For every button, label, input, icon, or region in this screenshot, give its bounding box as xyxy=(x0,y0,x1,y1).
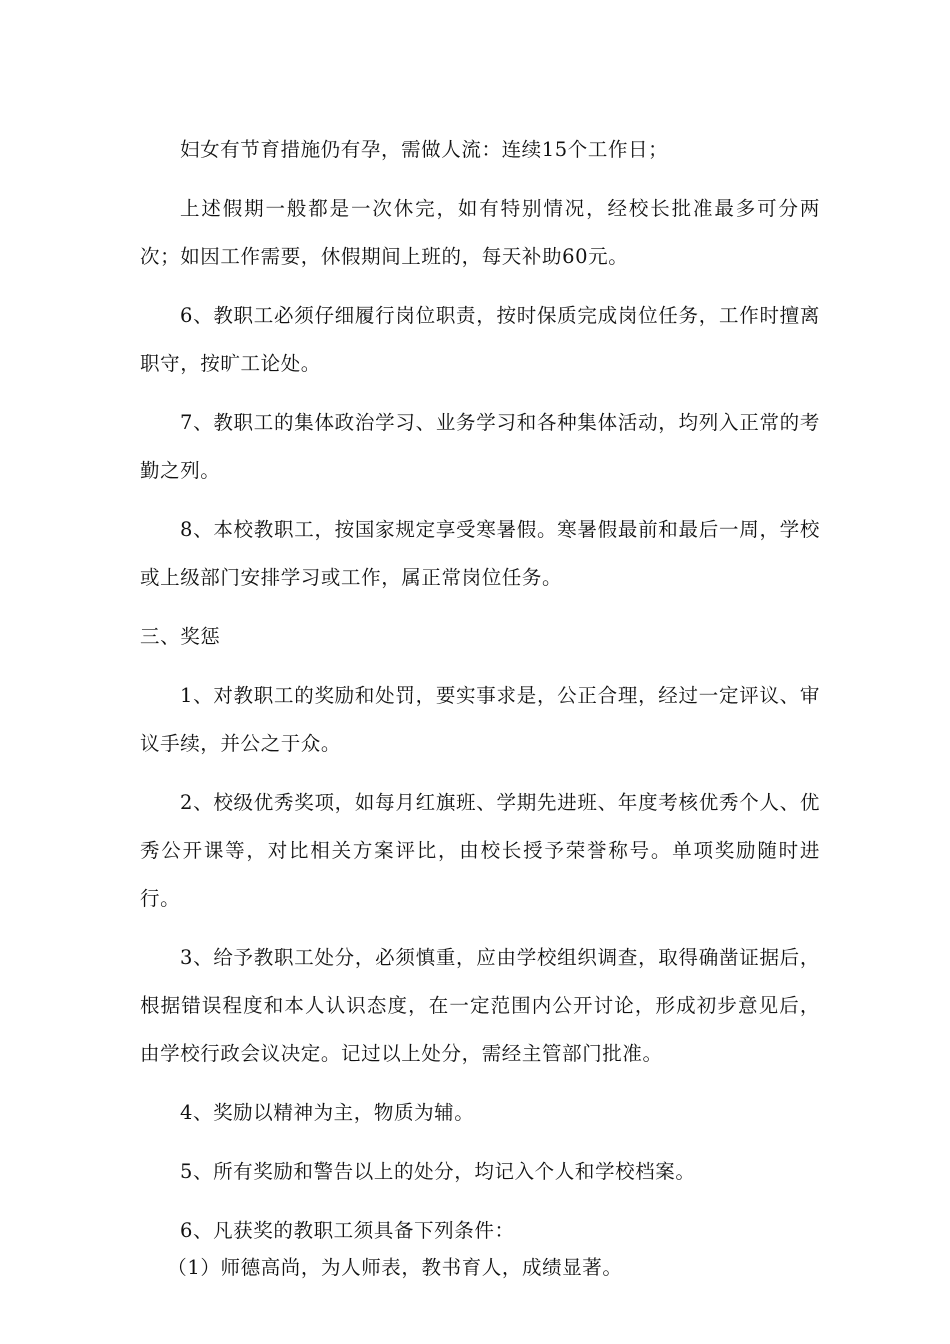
document-body xyxy=(140,126,820,1303)
paragraph-leave-usage: 上述假期一般都是一次休完，如有特别情况，经校长批准最多可分两次；如因工作需要，休假期间上班的，每天补助60元。 xyxy=(140,197,820,268)
paragraph-reward-item-4: 4、奖励以精神为主，物质为辅。 xyxy=(179,1101,475,1124)
paragraph-reward-item-2: 2、校级优秀奖项，如每月红旗班、学期先进班、年度考核优秀个人、优秀公开课等，对比相关方案评比，由校长授予荣誉称号。单项奖励随时进行。 xyxy=(140,791,820,910)
paragraph-reward-item-5: 5、所有奖励和警告以上的处分，均记入个人和学校档案。 xyxy=(179,1160,696,1183)
paragraph-item-7-attendance: 7、教职工的集体政治学习、业务学习和各种集体活动，均列入正常的考勤之列。 xyxy=(140,411,820,482)
paragraph-condition-1: （1）师德高尚，为人师表，教书育人，成绩显著。 xyxy=(167,1256,623,1279)
paragraph-reward-item-3: 3、给予教职工处分，必须慎重，应由学校组织调查，取得确凿证据后，根据错误程度和本人认识态度，在一定范围内公开讨论，形成初步意见后，由学校行政会议决定。记过以上处分，需经主管部门批准。 xyxy=(140,946,820,1065)
section-heading-rewards-penalties: 三、奖惩 xyxy=(140,625,221,648)
paragraph-item-8-holidays: 8、本校教职工，按国家规定享受寒暑假。寒暑假最前和最后一周，学校或上级部门安排学习或工作，属正常岗位任务。 xyxy=(140,518,820,589)
paragraph-reward-item-6: 6、凡获奖的教职工须具备下列条件： xyxy=(179,1219,515,1242)
paragraph-abortion-leave: 妇女有节育措施仍有孕，需做人流：连续15个工作日； xyxy=(179,138,669,161)
paragraph-reward-item-1: 1、对教职工的奖励和处罚，要实事求是，公正合理，经过一定评议、审议手续，并公之于众。 xyxy=(140,684,820,755)
paragraph-item-6-duties: 6、教职工必须仔细履行岗位职责，按时保质完成岗位任务，工作时擅离职守，按旷工论处。 xyxy=(140,304,820,375)
